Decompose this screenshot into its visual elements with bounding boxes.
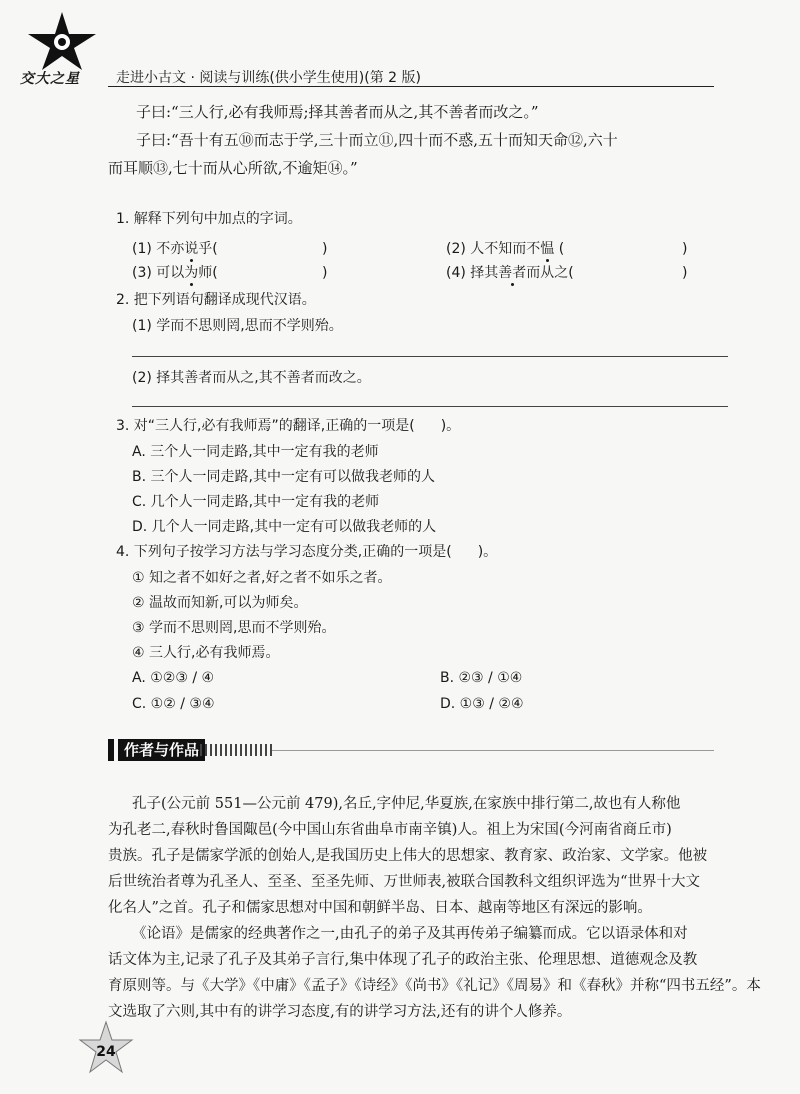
q1-item-2-close: ) [682, 241, 688, 257]
q1-item-2: (2) 人不知而不愠 ( [446, 241, 565, 257]
q4-option-b: B. ②③ / ①④ [440, 670, 523, 686]
section-rule [272, 750, 714, 751]
q1-item-4: (4) 择其善者而从之( [446, 265, 574, 281]
q4-sentence-1: ① 知之者不如好之者,好之者不如乐之者。 [132, 570, 392, 586]
q2-stem: 2. 把下列语句翻译成现代汉语。 [116, 292, 316, 308]
q1-stem: 1. 解释下列句中加点的字词。 [116, 211, 302, 227]
q1-item-4-close: ) [682, 265, 688, 281]
q1-item-1-close: ) [322, 241, 328, 257]
q4-option-a: A. ①②③ / ④ [132, 670, 215, 686]
logo-text: 交大之星 [20, 71, 80, 87]
author-line-6: 《论语》是儒家的经典著作之一,由孔子的弟子及其再传弟子编纂而成。它以语录体和对 [132, 926, 688, 942]
q1-item-3: (3) 可以为师( [132, 265, 218, 281]
q4-stem: 4. 下列句子按学习方法与学习态度分类,正确的一项是( )。 [116, 544, 498, 560]
answer-line-2 [132, 406, 728, 407]
header-title: 走进小古文 · 阅读与训练(供小学生使用)(第 2 版) [116, 70, 422, 86]
q3-option-b: B. 三个人一同走路,其中一定有可以做我老师的人 [132, 469, 435, 485]
q3-option-a: A. 三个人一同走路,其中一定有我的老师 [132, 444, 379, 460]
quote-line-1: 子曰:“三人行,必有我师焉;择其善者而从之,其不善者而改之。” [136, 103, 539, 121]
section-stripe [200, 744, 272, 756]
q4-sentence-2: ② 温故而知新,可以为师矣。 [132, 595, 308, 611]
q4-sentence-4: ④ 三人行,必有我师焉。 [132, 645, 280, 661]
author-line-4: 后世统治者尊为孔圣人、至圣、至圣先师、万世师表,被联合国教科文组织评选为“世界十大文 [108, 874, 701, 890]
section-marker [108, 739, 114, 761]
page-number: 24 [96, 1044, 116, 1060]
q3-stem: 3. 对“三人行,必有我师焉”的翻译,正确的一项是( )。 [116, 418, 461, 434]
author-line-8: 育原则等。与《大学》《中庸》《孟子》《诗经》《尚书》《礼记》《周易》和《春秋》并称“四书五经”。本 [108, 978, 761, 994]
q3-option-d: D. 几个人一同走路,其中一定有可以做我老师的人 [132, 519, 437, 535]
q1-item-1: (1) 不亦说乎( [132, 241, 218, 257]
q2-item-2: (2) 择其善者而从之,其不善者而改之。 [132, 370, 371, 386]
page-number-star-icon [76, 1020, 136, 1080]
author-line-2: 为孔老二,春秋时鲁国陬邑(今中国山东省曲阜市南辛镇)人。祖上为宋国(今河南省商丘市) [108, 822, 672, 838]
q3-option-c: C. 几个人一同走路,其中一定有我的老师 [132, 494, 380, 510]
answer-line-1 [132, 356, 728, 357]
header-rule [108, 86, 714, 87]
q4-option-d: D. ①③ / ②④ [440, 696, 524, 712]
author-line-1: 孔子(公元前 551—公元前 479),名丘,字仲尼,华夏族,在家族中排行第二,故也有人称他 [132, 796, 681, 812]
author-line-9: 文选取了六则,其中有的讲学习态度,有的讲学习方法,还有的讲个人修养。 [108, 1004, 572, 1020]
author-line-3: 贵族。孔子是儒家学派的创始人,是我国历史上伟大的思想家、教育家、政治家、文学家。他被 [108, 848, 708, 864]
quote-line-2: 子曰:“吾十有五⑩而志于学,三十而立⑪,四十而不惑,五十而知天命⑫,六十 [136, 131, 618, 149]
q1-item-3-close: ) [322, 265, 328, 281]
quote-line-3: 而耳顺⑬,七十而从心所欲,不逾矩⑭。” [108, 159, 358, 177]
q4-option-c: C. ①② / ③④ [132, 696, 215, 712]
author-line-5: 化名人”之首。孔子和儒家思想对中国和朝鲜半岛、日本、越南等地区有深远的影响。 [108, 900, 652, 916]
q2-item-1: (1) 学而不思则罔,思而不学则殆。 [132, 318, 343, 334]
section-title: 作者与作品 [118, 739, 205, 761]
q4-sentence-3: ③ 学而不思则罔,思而不学则殆。 [132, 620, 336, 636]
star-logo-icon [22, 10, 102, 72]
author-line-7: 话文体为主,记录了孔子及其弟子言行,集中体现了孔子的政治主张、伦理思想、道德观念及教 [108, 952, 698, 968]
